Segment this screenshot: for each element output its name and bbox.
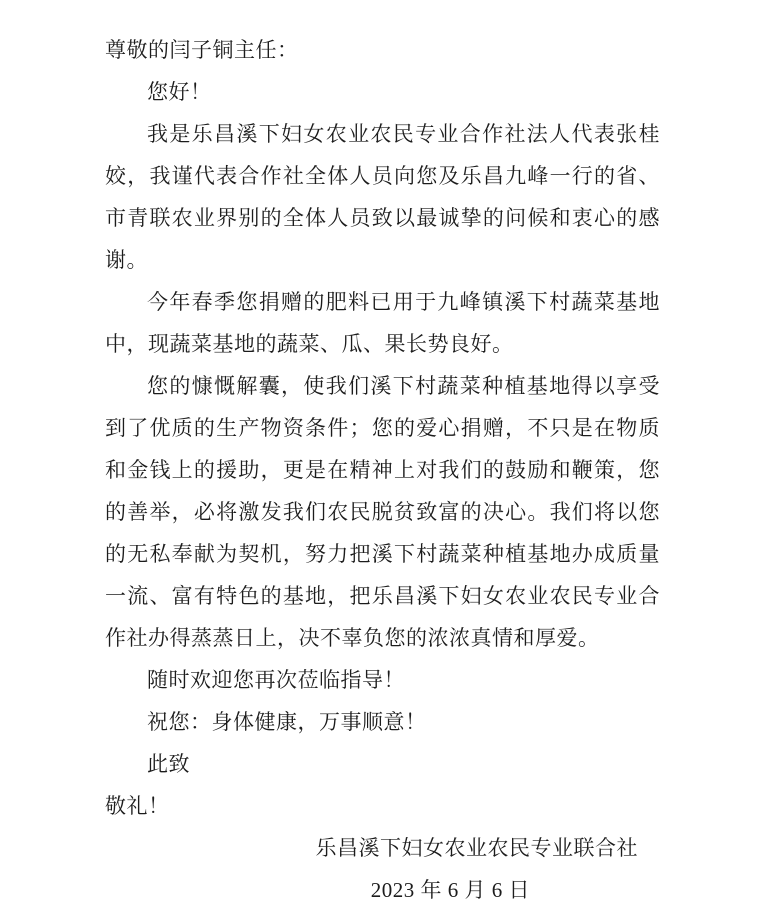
letter-greeting: 您好！ (147, 80, 212, 104)
letter-paragraph-welcome: 随时欢迎您再次莅临指导！ (147, 668, 405, 692)
letter-paragraph-wishes: 祝您：身体健康，万事顺意！ (147, 710, 427, 734)
letter-salutation: 尊敬的闫子铜主任： (105, 38, 299, 62)
letter-cizhi: 此致 (147, 752, 190, 776)
letter-paragraph-gratitude: 您的慷慨解囊，使我们溪下村蔬菜种植基地得以享受到了优质的生产物资条件；您的爱心捐赠，不只是在物质和金钱上的援助，更是在精神上对我们的鼓励和鞭策，您的善举，必将激发我们农民脱贫致富的决心。我们将以您的无私奉献为契机，努力把溪下村蔬菜种植基地办成质量一流、富有特色的基地，把乐昌溪下妇女农业农民专业合作社办得蒸蒸日上，决不辜负您的浓浓真情和厚爱。 (105, 374, 660, 650)
letter-paragraph-intro: 我是乐昌溪下妇女农业农民专业合作社法人代表张桂姣，我谨代表合作社全体人员向您及乐昌九峰一行的省、市青联农业界别的全体人员致以最诚挚的问候和衷心的感谢。 (105, 122, 660, 272)
letter-date: 2023 年 6 月 6 日 (370, 878, 530, 902)
letter-signature: 乐昌溪下妇女农业农民专业联合社 (315, 836, 638, 860)
letter-paragraph-donation-use: 今年春季您捐赠的肥料已用于九峰镇溪下村蔬菜基地中，现蔬菜基地的蔬菜、瓜、果长势良好。 (105, 290, 660, 356)
letter-closing-salute: 敬礼！ (105, 794, 170, 818)
